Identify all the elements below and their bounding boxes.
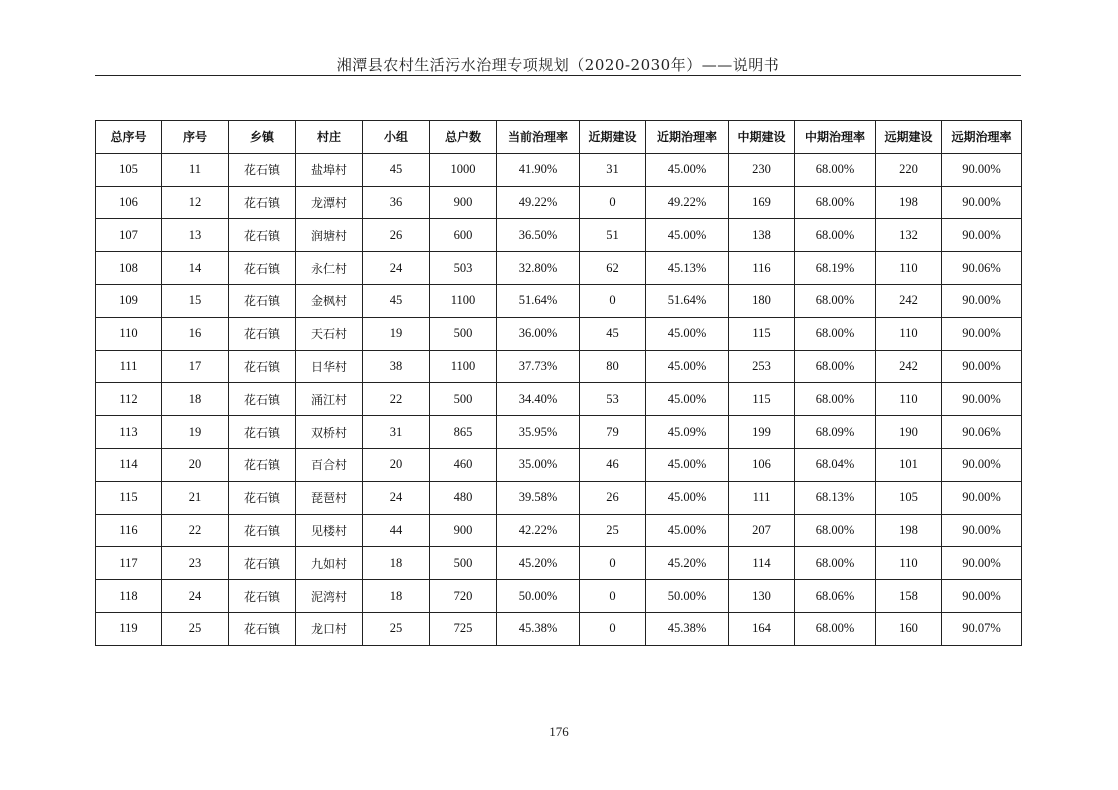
column-header-village: 村庄 xyxy=(296,121,363,154)
table-cell-short-term-build: 0 xyxy=(580,186,646,219)
table-cell-long-term-build: 132 xyxy=(876,219,942,252)
table-cell-long-term-rate: 90.00% xyxy=(942,580,1022,613)
table-cell-household-count: 500 xyxy=(430,317,497,350)
table-cell-index: 16 xyxy=(162,317,229,350)
table-cell-group-count: 22 xyxy=(363,383,430,416)
table-cell-long-term-build: 110 xyxy=(876,547,942,580)
table-cell-long-term-build: 198 xyxy=(876,186,942,219)
table-cell-total-index: 105 xyxy=(96,153,162,186)
table-cell-mid-term-build: 164 xyxy=(729,612,795,645)
table-cell-village: 琵琶村 xyxy=(296,481,363,514)
table-cell-index: 25 xyxy=(162,612,229,645)
table-cell-township: 花石镇 xyxy=(229,186,296,219)
table-cell-household-count: 1000 xyxy=(430,153,497,186)
table-cell-long-term-build: 101 xyxy=(876,448,942,481)
table-cell-village: 金枫村 xyxy=(296,284,363,317)
table-cell-group-count: 25 xyxy=(363,612,430,645)
table-cell-current-rate: 41.90% xyxy=(497,153,580,186)
table-cell-current-rate: 35.95% xyxy=(497,416,580,449)
table-cell-household-count: 460 xyxy=(430,448,497,481)
table-row xyxy=(96,580,1022,613)
table-cell-long-term-build: 198 xyxy=(876,514,942,547)
table-cell-index: 13 xyxy=(162,219,229,252)
table-cell-index: 24 xyxy=(162,580,229,613)
table-cell-mid-term-build: 106 xyxy=(729,448,795,481)
table-cell-mid-term-rate: 68.13% xyxy=(795,481,876,514)
header-divider xyxy=(95,75,1021,76)
table-cell-mid-term-build: 115 xyxy=(729,317,795,350)
table-cell-group-count: 24 xyxy=(363,481,430,514)
table-cell-long-term-rate: 90.00% xyxy=(942,186,1022,219)
table-cell-index: 19 xyxy=(162,416,229,449)
column-header-group-count: 小组 xyxy=(363,121,430,154)
table-cell-current-rate: 51.64% xyxy=(497,284,580,317)
table-row xyxy=(96,252,1022,285)
table-cell-total-index: 119 xyxy=(96,612,162,645)
table-row xyxy=(96,186,1022,219)
table-cell-group-count: 20 xyxy=(363,448,430,481)
table-cell-long-term-rate: 90.07% xyxy=(942,612,1022,645)
table-cell-short-term-rate: 45.00% xyxy=(646,448,729,481)
table-cell-short-term-build: 45 xyxy=(580,317,646,350)
table-cell-household-count: 1100 xyxy=(430,284,497,317)
page-number: 176 xyxy=(549,724,569,739)
table-cell-current-rate: 49.22% xyxy=(497,186,580,219)
table-cell-village: 龙口村 xyxy=(296,612,363,645)
table-cell-long-term-build: 242 xyxy=(876,284,942,317)
table-cell-mid-term-build: 230 xyxy=(729,153,795,186)
table-cell-short-term-build: 0 xyxy=(580,612,646,645)
table-cell-current-rate: 45.20% xyxy=(497,547,580,580)
table-cell-total-index: 110 xyxy=(96,317,162,350)
table-cell-group-count: 24 xyxy=(363,252,430,285)
table-cell-village: 九如村 xyxy=(296,547,363,580)
table-cell-long-term-build: 110 xyxy=(876,252,942,285)
table-cell-mid-term-rate: 68.00% xyxy=(795,350,876,383)
table-cell-total-index: 117 xyxy=(96,547,162,580)
table-cell-current-rate: 37.73% xyxy=(497,350,580,383)
table-cell-township: 花石镇 xyxy=(229,547,296,580)
table-row xyxy=(96,547,1022,580)
table-cell-household-count: 865 xyxy=(430,416,497,449)
table-cell-township: 花石镇 xyxy=(229,448,296,481)
table-cell-index: 20 xyxy=(162,448,229,481)
table-cell-mid-term-build: 114 xyxy=(729,547,795,580)
table-cell-long-term-build: 158 xyxy=(876,580,942,613)
column-header-current-rate: 当前治理率 xyxy=(497,121,580,154)
table-cell-mid-term-rate: 68.04% xyxy=(795,448,876,481)
table-cell-group-count: 36 xyxy=(363,186,430,219)
table-cell-index: 22 xyxy=(162,514,229,547)
table-cell-township: 花石镇 xyxy=(229,514,296,547)
table-cell-mid-term-rate: 68.00% xyxy=(795,547,876,580)
table-cell-short-term-rate: 45.00% xyxy=(646,350,729,383)
table-row xyxy=(96,612,1022,645)
table-cell-current-rate: 36.50% xyxy=(497,219,580,252)
table-cell-total-index: 112 xyxy=(96,383,162,416)
table-cell-mid-term-rate: 68.00% xyxy=(795,514,876,547)
table-cell-township: 花石镇 xyxy=(229,284,296,317)
table-cell-long-term-rate: 90.00% xyxy=(942,514,1022,547)
table-cell-township: 花石镇 xyxy=(229,350,296,383)
table-cell-total-index: 106 xyxy=(96,186,162,219)
table-row xyxy=(96,448,1022,481)
table-cell-mid-term-build: 253 xyxy=(729,350,795,383)
table-cell-total-index: 113 xyxy=(96,416,162,449)
table-cell-long-term-rate: 90.00% xyxy=(942,284,1022,317)
table-cell-total-index: 116 xyxy=(96,514,162,547)
table-cell-short-term-rate: 45.00% xyxy=(646,514,729,547)
table-cell-total-index: 108 xyxy=(96,252,162,285)
table-cell-village: 双桥村 xyxy=(296,416,363,449)
table-cell-index: 15 xyxy=(162,284,229,317)
table-cell-township: 花石镇 xyxy=(229,252,296,285)
table-cell-short-term-rate: 45.00% xyxy=(646,383,729,416)
table-cell-mid-term-build: 115 xyxy=(729,383,795,416)
table-cell-short-term-rate: 45.20% xyxy=(646,547,729,580)
table-cell-short-term-build: 79 xyxy=(580,416,646,449)
table-cell-current-rate: 39.58% xyxy=(497,481,580,514)
table-cell-short-term-rate: 45.00% xyxy=(646,219,729,252)
table-cell-short-term-build: 62 xyxy=(580,252,646,285)
table-cell-index: 12 xyxy=(162,186,229,219)
table-cell-short-term-rate: 45.00% xyxy=(646,481,729,514)
table-cell-group-count: 45 xyxy=(363,284,430,317)
table-cell-township: 花石镇 xyxy=(229,383,296,416)
table-row xyxy=(96,219,1022,252)
table-cell-long-term-build: 190 xyxy=(876,416,942,449)
table-cell-short-term-rate: 51.64% xyxy=(646,284,729,317)
column-header-short-term-build: 近期建设 xyxy=(580,121,646,154)
table-cell-long-term-rate: 90.00% xyxy=(942,317,1022,350)
table-cell-total-index: 114 xyxy=(96,448,162,481)
table-cell-long-term-rate: 90.00% xyxy=(942,350,1022,383)
table-cell-total-index: 107 xyxy=(96,219,162,252)
table-cell-village: 永仁村 xyxy=(296,252,363,285)
table-cell-household-count: 720 xyxy=(430,580,497,613)
table-cell-short-term-build: 26 xyxy=(580,481,646,514)
table-cell-village: 龙潭村 xyxy=(296,186,363,219)
table-cell-township: 花石镇 xyxy=(229,317,296,350)
table-cell-short-term-rate: 45.38% xyxy=(646,612,729,645)
table-row xyxy=(96,317,1022,350)
table-cell-short-term-rate: 50.00% xyxy=(646,580,729,613)
table-cell-long-term-build: 110 xyxy=(876,383,942,416)
table-cell-village: 见楼村 xyxy=(296,514,363,547)
table-cell-short-term-build: 0 xyxy=(580,284,646,317)
table-cell-mid-term-build: 111 xyxy=(729,481,795,514)
column-header-short-term-rate: 近期治理率 xyxy=(646,121,729,154)
table-cell-short-term-rate: 45.00% xyxy=(646,153,729,186)
column-header-mid-term-rate: 中期治理率 xyxy=(795,121,876,154)
table-cell-short-term-rate: 49.22% xyxy=(646,186,729,219)
table-cell-household-count: 500 xyxy=(430,383,497,416)
table-cell-mid-term-rate: 68.00% xyxy=(795,219,876,252)
table-cell-current-rate: 36.00% xyxy=(497,317,580,350)
table-cell-current-rate: 42.22% xyxy=(497,514,580,547)
table-cell-household-count: 900 xyxy=(430,514,497,547)
document-header-title: 湘潭县农村生活污水治理专项规划（2020-2030年）——说明书 xyxy=(336,56,780,74)
table-cell-mid-term-rate: 68.00% xyxy=(795,317,876,350)
table-cell-short-term-build: 0 xyxy=(580,580,646,613)
table-row xyxy=(96,284,1022,317)
table-cell-current-rate: 35.00% xyxy=(497,448,580,481)
table-cell-mid-term-rate: 68.09% xyxy=(795,416,876,449)
table-cell-household-count: 725 xyxy=(430,612,497,645)
table-cell-township: 花石镇 xyxy=(229,416,296,449)
table-cell-household-count: 1100 xyxy=(430,350,497,383)
table-cell-long-term-rate: 90.00% xyxy=(942,153,1022,186)
table-cell-index: 14 xyxy=(162,252,229,285)
table-cell-township: 花石镇 xyxy=(229,612,296,645)
table-cell-mid-term-rate: 68.00% xyxy=(795,612,876,645)
table-cell-mid-term-rate: 68.19% xyxy=(795,252,876,285)
table-cell-group-count: 18 xyxy=(363,547,430,580)
table-cell-total-index: 111 xyxy=(96,350,162,383)
table-cell-index: 23 xyxy=(162,547,229,580)
table-cell-long-term-rate: 90.00% xyxy=(942,547,1022,580)
table-cell-index: 18 xyxy=(162,383,229,416)
table-cell-short-term-rate: 45.09% xyxy=(646,416,729,449)
table-row xyxy=(96,350,1022,383)
table-cell-mid-term-rate: 68.00% xyxy=(795,284,876,317)
column-header-index: 序号 xyxy=(162,121,229,154)
table-cell-long-term-build: 160 xyxy=(876,612,942,645)
column-header-long-term-rate: 远期治理率 xyxy=(942,121,1022,154)
table-cell-long-term-build: 110 xyxy=(876,317,942,350)
table-cell-long-term-build: 105 xyxy=(876,481,942,514)
table-cell-short-term-build: 51 xyxy=(580,219,646,252)
table-cell-short-term-build: 31 xyxy=(580,153,646,186)
table-cell-group-count: 19 xyxy=(363,317,430,350)
table-row xyxy=(96,153,1022,186)
table-cell-group-count: 31 xyxy=(363,416,430,449)
table-cell-long-term-rate: 90.00% xyxy=(942,219,1022,252)
table-cell-mid-term-build: 138 xyxy=(729,219,795,252)
table-cell-household-count: 480 xyxy=(430,481,497,514)
column-header-long-term-build: 远期建设 xyxy=(876,121,942,154)
table-cell-mid-term-build: 116 xyxy=(729,252,795,285)
table-cell-total-index: 115 xyxy=(96,481,162,514)
table-cell-mid-term-build: 130 xyxy=(729,580,795,613)
table-cell-short-term-build: 46 xyxy=(580,448,646,481)
column-header-household-count: 总户数 xyxy=(430,121,497,154)
table-cell-village: 泥湾村 xyxy=(296,580,363,613)
table-cell-long-term-rate: 90.06% xyxy=(942,416,1022,449)
table-cell-short-term-build: 25 xyxy=(580,514,646,547)
table-cell-long-term-rate: 90.00% xyxy=(942,383,1022,416)
table-cell-short-term-rate: 45.13% xyxy=(646,252,729,285)
table-cell-household-count: 503 xyxy=(430,252,497,285)
table-cell-long-term-rate: 90.00% xyxy=(942,481,1022,514)
table-cell-mid-term-build: 169 xyxy=(729,186,795,219)
table-cell-mid-term-rate: 68.00% xyxy=(795,383,876,416)
table-row xyxy=(96,481,1022,514)
table-body xyxy=(96,153,1022,645)
table-cell-short-term-build: 0 xyxy=(580,547,646,580)
table-cell-long-term-rate: 90.00% xyxy=(942,448,1022,481)
table-cell-mid-term-build: 199 xyxy=(729,416,795,449)
table-cell-group-count: 38 xyxy=(363,350,430,383)
table-cell-total-index: 118 xyxy=(96,580,162,613)
table-cell-village: 日华村 xyxy=(296,350,363,383)
table-cell-group-count: 18 xyxy=(363,580,430,613)
column-header-mid-term-build: 中期建设 xyxy=(729,121,795,154)
column-header-total-index: 总序号 xyxy=(96,121,162,154)
table-cell-household-count: 500 xyxy=(430,547,497,580)
table-cell-total-index: 109 xyxy=(96,284,162,317)
table-cell-long-term-build: 242 xyxy=(876,350,942,383)
table-cell-group-count: 45 xyxy=(363,153,430,186)
table-cell-current-rate: 32.80% xyxy=(497,252,580,285)
table-row xyxy=(96,416,1022,449)
table-cell-short-term-build: 80 xyxy=(580,350,646,383)
table-cell-mid-term-rate: 68.00% xyxy=(795,186,876,219)
table-row xyxy=(96,514,1022,547)
table-cell-mid-term-build: 180 xyxy=(729,284,795,317)
table-cell-village: 润塘村 xyxy=(296,219,363,252)
table-cell-long-term-rate: 90.06% xyxy=(942,252,1022,285)
table-cell-township: 花石镇 xyxy=(229,153,296,186)
table-cell-mid-term-rate: 68.06% xyxy=(795,580,876,613)
table-cell-village: 天石村 xyxy=(296,317,363,350)
table-cell-village: 涌江村 xyxy=(296,383,363,416)
column-header-township: 乡镇 xyxy=(229,121,296,154)
table-cell-group-count: 44 xyxy=(363,514,430,547)
table-cell-mid-term-build: 207 xyxy=(729,514,795,547)
table-cell-village: 盐埠村 xyxy=(296,153,363,186)
table-cell-township: 花石镇 xyxy=(229,481,296,514)
table-cell-current-rate: 50.00% xyxy=(497,580,580,613)
table-cell-mid-term-rate: 68.00% xyxy=(795,153,876,186)
table-cell-long-term-build: 220 xyxy=(876,153,942,186)
table-cell-index: 17 xyxy=(162,350,229,383)
table-cell-group-count: 26 xyxy=(363,219,430,252)
table-cell-short-term-build: 53 xyxy=(580,383,646,416)
table-cell-village: 百合村 xyxy=(296,448,363,481)
table-cell-township: 花石镇 xyxy=(229,580,296,613)
table-header-row xyxy=(96,121,1022,154)
table-cell-current-rate: 34.40% xyxy=(497,383,580,416)
sewage-treatment-table xyxy=(95,120,1022,646)
table-cell-short-term-rate: 45.00% xyxy=(646,317,729,350)
table-cell-household-count: 900 xyxy=(430,186,497,219)
table-cell-current-rate: 45.38% xyxy=(497,612,580,645)
table-cell-township: 花石镇 xyxy=(229,219,296,252)
table-row xyxy=(96,383,1022,416)
table-cell-index: 21 xyxy=(162,481,229,514)
table-cell-household-count: 600 xyxy=(430,219,497,252)
table-cell-index: 11 xyxy=(162,153,229,186)
